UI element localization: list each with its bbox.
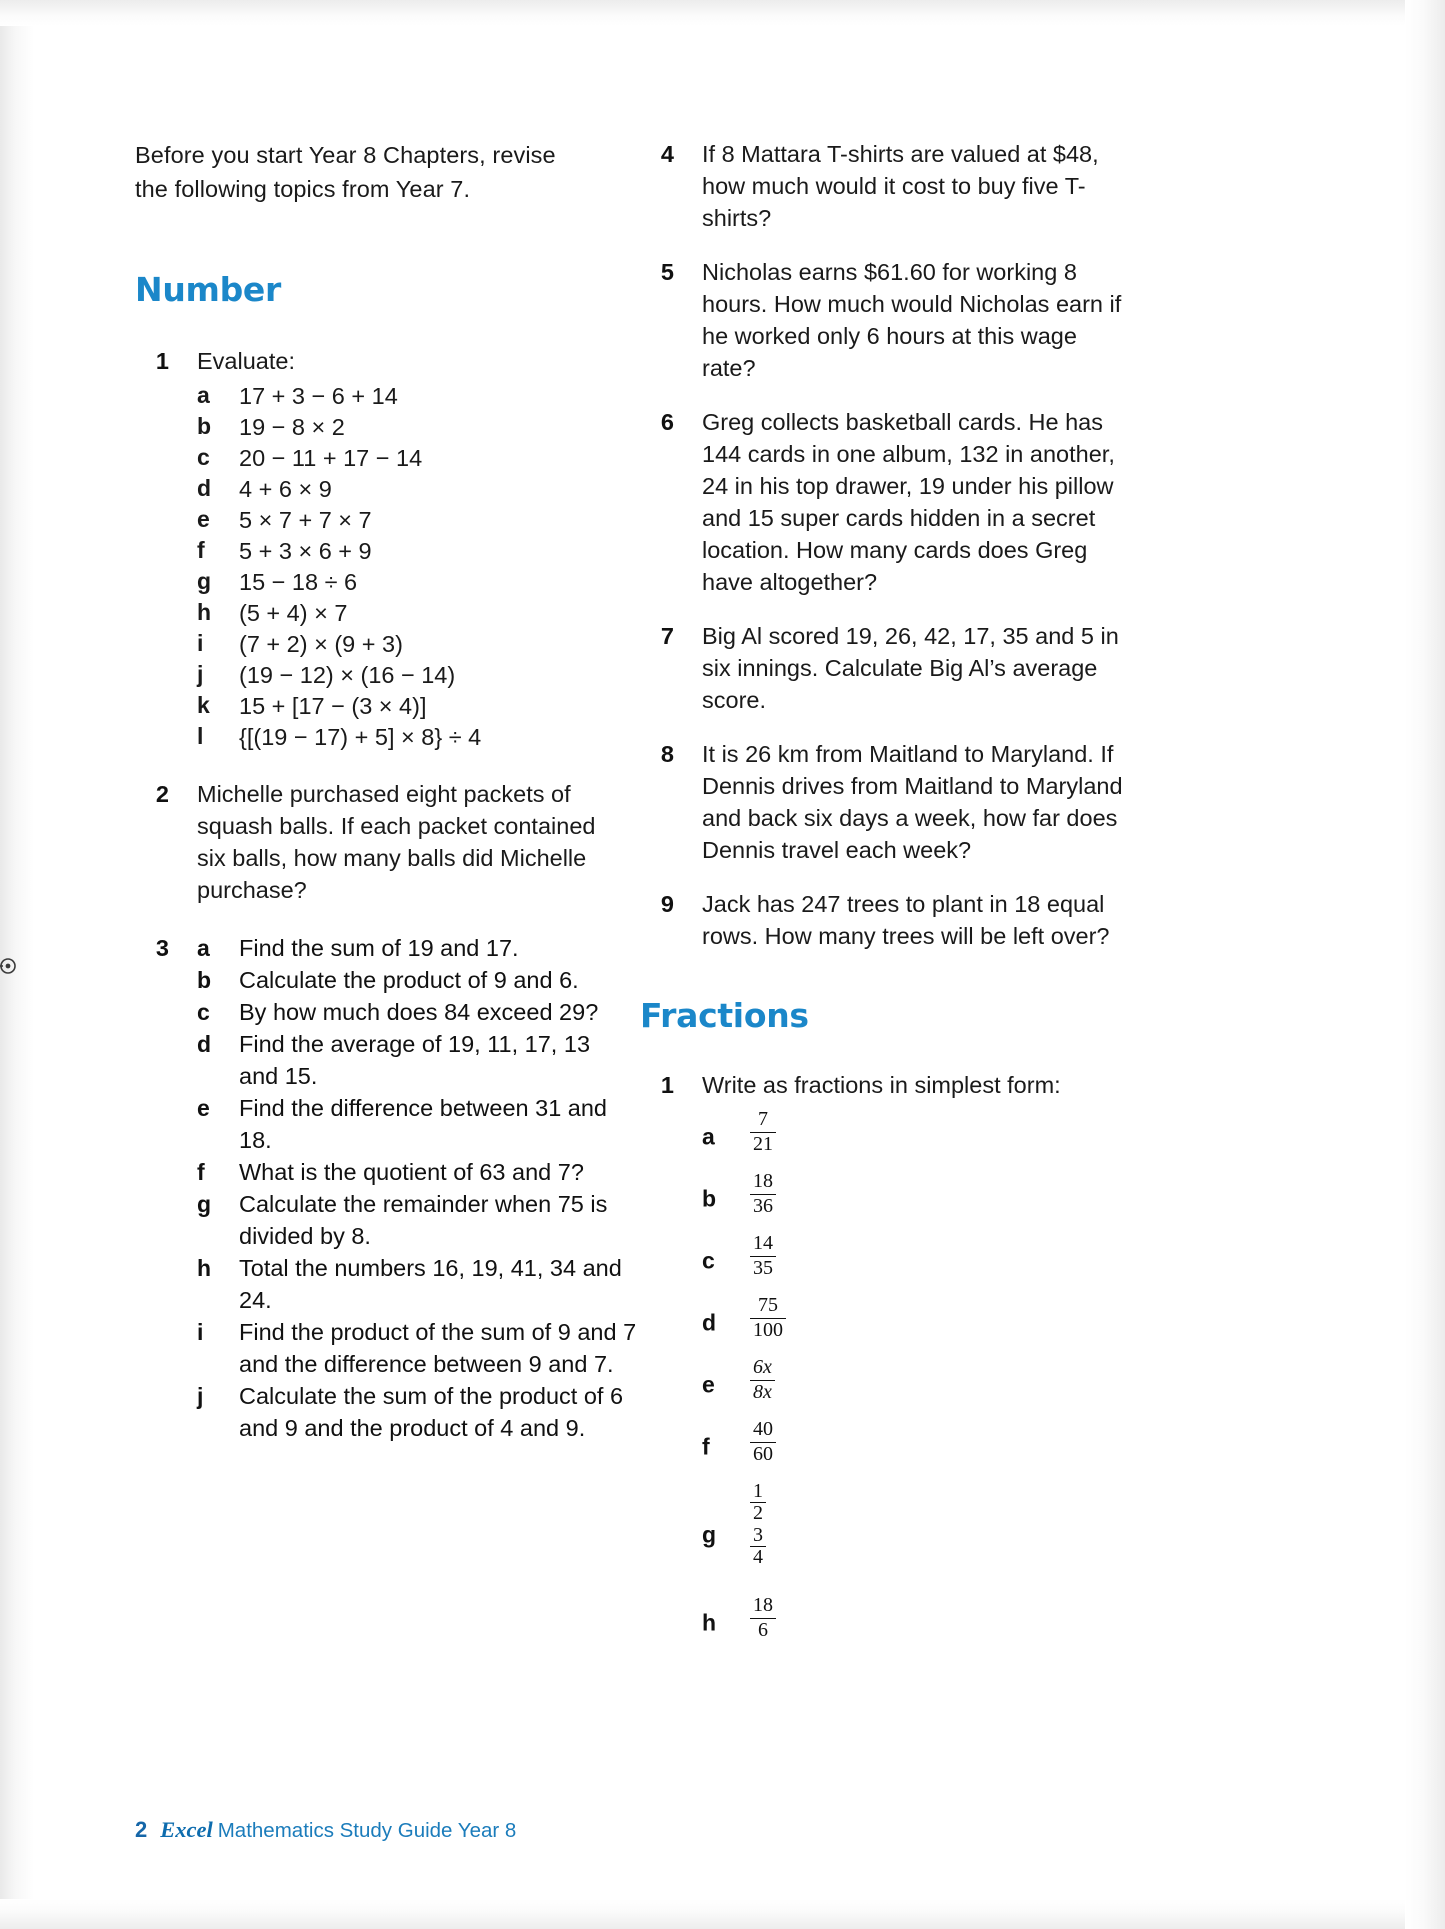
intro-paragraph: Before you start Year 8 Chapters, revise the following topics from Year 7. bbox=[135, 142, 556, 202]
item-letter: b bbox=[702, 1185, 717, 1212]
fraction-denominator: 36 bbox=[750, 1194, 776, 1218]
item-letter: c bbox=[197, 444, 210, 470]
item-letter: e bbox=[702, 1371, 715, 1398]
item-letter: a bbox=[197, 935, 210, 961]
item-expression: 15 + [17 − (3 × 4)] bbox=[239, 693, 427, 719]
fraction-item bbox=[640, 1171, 1140, 1227]
footer-title: Mathematics Study Guide Year 8 bbox=[217, 1819, 517, 1842]
question-body: Michelle purchased eight packets of squash balls. If each packet contained six balls, how many balls did Michelle purchase? bbox=[197, 781, 596, 903]
fraction-denominator: 4 bbox=[750, 1546, 766, 1568]
item-letter: b bbox=[197, 967, 212, 993]
item-letter: d bbox=[197, 475, 212, 501]
question-number: 6 bbox=[660, 409, 674, 435]
item-letter: b bbox=[197, 413, 212, 439]
fraction-numerator: 14 bbox=[753, 1232, 773, 1254]
question-9 bbox=[640, 888, 1140, 952]
item-text: Find the sum of 19 and 17. bbox=[239, 935, 519, 961]
item-text: Total the numbers 16, 19, 41, 34 and 24. bbox=[239, 1255, 622, 1313]
left-column bbox=[135, 138, 637, 1444]
fraction-denominator: 8x bbox=[750, 1380, 775, 1404]
sub-item bbox=[135, 1028, 605, 1092]
fraction-item bbox=[640, 1419, 1140, 1475]
question-2 bbox=[135, 778, 605, 906]
item-letter: i bbox=[197, 630, 204, 656]
question-number: 1 bbox=[660, 1072, 674, 1098]
fraction-numerator: 7 bbox=[758, 1108, 768, 1130]
fraction-value bbox=[750, 1171, 776, 1217]
fraction-numerator: 18 bbox=[753, 1594, 773, 1616]
item-letter: g bbox=[702, 1521, 717, 1548]
fraction-numerator: 3 bbox=[753, 1523, 763, 1546]
fractions-question-1 bbox=[640, 1069, 1140, 1101]
question-6 bbox=[640, 406, 1140, 598]
item-text: Find the average of 19, 11, 17, 13 and 15. bbox=[239, 1031, 591, 1089]
fraction-item bbox=[640, 1233, 1140, 1289]
sub-item bbox=[135, 1252, 622, 1316]
item-expression: 5 × 7 + 7 × 7 bbox=[239, 507, 372, 533]
fraction bbox=[750, 1171, 776, 1217]
section-heading-number: Number bbox=[135, 270, 281, 309]
fraction-denominator: 6 bbox=[750, 1618, 776, 1642]
item-letter: c bbox=[702, 1247, 715, 1274]
expression-row bbox=[197, 535, 597, 566]
fraction bbox=[750, 1525, 766, 1568]
fraction bbox=[750, 1419, 776, 1465]
item-text: Calculate the sum of the product of 6 and 9 and the product of 4 and 9. bbox=[239, 1383, 624, 1441]
item-letter: h bbox=[197, 1255, 212, 1281]
question-number: 5 bbox=[660, 259, 674, 285]
page-edge-shading-top bbox=[0, 0, 1445, 26]
question-body: Nicholas earns $61.60 for working 8 hours. How much would Nicholas earn if he worked only 6 hours at this wage rate? bbox=[702, 259, 1122, 381]
sub-item bbox=[135, 1316, 637, 1380]
expression-row bbox=[197, 504, 597, 535]
question-number: 9 bbox=[660, 891, 674, 917]
question-7 bbox=[640, 620, 1140, 716]
fraction-item bbox=[640, 1481, 1140, 1589]
expression-row bbox=[197, 690, 597, 721]
item-letter: h bbox=[702, 1609, 717, 1636]
item-letter: k bbox=[197, 692, 210, 718]
fraction-denominator: 60 bbox=[750, 1442, 776, 1466]
item-letter: f bbox=[197, 1159, 205, 1185]
fraction-value bbox=[750, 1357, 775, 1403]
item-letter: d bbox=[702, 1309, 717, 1336]
question-number: 3 bbox=[155, 935, 169, 961]
question-number: 1 bbox=[155, 348, 169, 374]
expression-row bbox=[197, 380, 597, 411]
fraction-numerator: 6x bbox=[753, 1356, 772, 1378]
item-letter: e bbox=[197, 506, 210, 532]
item-letter: j bbox=[197, 1383, 204, 1409]
question-number: 2 bbox=[155, 781, 169, 807]
item-letter: e bbox=[197, 1095, 210, 1121]
sub-item bbox=[135, 996, 605, 1028]
compound-fraction bbox=[750, 1481, 766, 1569]
fraction bbox=[750, 1595, 776, 1641]
expression-row bbox=[197, 411, 597, 442]
item-letter: f bbox=[702, 1433, 710, 1460]
item-letter: a bbox=[197, 382, 210, 408]
fraction-item bbox=[640, 1295, 1140, 1351]
fraction-value bbox=[750, 1595, 776, 1641]
question-body: Jack has 247 trees to plant in 18 equal rows. How many trees will be left over? bbox=[702, 891, 1110, 949]
sub-item bbox=[135, 1156, 605, 1188]
fraction bbox=[750, 1357, 775, 1403]
item-letter: i bbox=[197, 1319, 204, 1345]
fraction-value bbox=[750, 1233, 776, 1279]
expression-row bbox=[197, 597, 597, 628]
item-letter: c bbox=[197, 999, 210, 1025]
item-expression: 15 − 18 ÷ 6 bbox=[239, 569, 358, 595]
item-expression: 17 + 3 − 6 + 14 bbox=[239, 383, 398, 409]
fraction-numerator: 1 bbox=[753, 1480, 763, 1502]
page-edge-shading-bottom bbox=[0, 1899, 1445, 1929]
question-number: 4 bbox=[660, 141, 674, 167]
fraction-numerator: 40 bbox=[753, 1418, 773, 1440]
fraction-denominator: 100 bbox=[750, 1318, 786, 1342]
fraction-item bbox=[640, 1595, 1140, 1651]
item-text: Calculate the remainder when 75 is divided by 8. bbox=[239, 1191, 608, 1249]
item-expression: (5 + 4) × 7 bbox=[239, 600, 348, 626]
fraction bbox=[750, 1233, 776, 1279]
sub-item bbox=[135, 1380, 624, 1444]
item-expression: (7 + 2) × (9 + 3) bbox=[239, 631, 403, 657]
fraction-value bbox=[750, 1295, 786, 1341]
item-letter: f bbox=[197, 537, 205, 563]
item-letter: d bbox=[197, 1031, 212, 1057]
expression-row bbox=[197, 442, 597, 473]
question-number: 7 bbox=[660, 623, 674, 649]
fraction bbox=[750, 1109, 776, 1155]
page-footer bbox=[135, 1817, 516, 1843]
question-prompt: Evaluate: bbox=[197, 348, 295, 374]
section-heading-fractions: Fractions bbox=[640, 996, 809, 1035]
sub-item bbox=[135, 1092, 608, 1156]
question-body: Big Al scored 19, 26, 42, 17, 35 and 5 in six innings. Calculate Big Al’s average score. bbox=[702, 623, 1119, 713]
item-letter: a bbox=[702, 1123, 715, 1150]
fraction-numerator: 75 bbox=[758, 1294, 778, 1316]
fraction-value bbox=[750, 1481, 766, 1569]
sub-item bbox=[135, 964, 605, 996]
item-expression: 5 + 3 × 6 + 9 bbox=[239, 538, 372, 564]
binding-hole-icon bbox=[0, 955, 22, 977]
fraction-item bbox=[640, 1109, 1140, 1165]
question-body: It is 26 km from Maitland to Maryland. If Dennis drives from Maitland to Maryland and back six days a week, how far does Dennis travel each week? bbox=[702, 741, 1123, 863]
question-body: Greg collects basketball cards. He has 144 cards in one album, 132 in another, 24 in his top drawer, 19 under his pillow and 15 super cards hidden in a secret location. How many cards does Greg have altogether? bbox=[702, 409, 1115, 595]
fraction-item bbox=[640, 1357, 1140, 1413]
question-number: 8 bbox=[660, 741, 674, 767]
fraction bbox=[750, 1295, 786, 1341]
fraction-list bbox=[640, 1109, 1140, 1651]
fraction-denominator: 2 bbox=[750, 1502, 766, 1524]
question-prompt: Write as fractions in simplest form: bbox=[702, 1072, 1061, 1098]
expression-row bbox=[197, 721, 597, 752]
item-expression: 4 + 6 × 9 bbox=[239, 476, 332, 502]
item-expression: {[(19 − 17) + 5] × 8} ÷ 4 bbox=[239, 724, 482, 750]
item-letter: g bbox=[197, 568, 212, 594]
question-8 bbox=[640, 738, 1140, 866]
compound-fraction-bottom bbox=[750, 1525, 766, 1569]
item-text: Find the difference between 31 and 18. bbox=[239, 1095, 608, 1153]
item-expression: 20 − 11 + 17 − 14 bbox=[239, 445, 423, 471]
item-text: By how much does 84 exceed 29? bbox=[239, 999, 599, 1025]
fraction-numerator: 18 bbox=[753, 1170, 773, 1192]
item-letter: h bbox=[197, 599, 212, 625]
question-body bbox=[135, 932, 637, 1444]
question-body bbox=[197, 345, 597, 752]
expression-row bbox=[197, 659, 597, 690]
question-3 bbox=[135, 932, 637, 1444]
sub-item bbox=[135, 1188, 608, 1252]
page-edge-shading-right bbox=[1405, 0, 1445, 1929]
question-body: If 8 Mattara T-shirts are valued at $48, how much would it cost to buy five T-shirts? bbox=[702, 141, 1099, 231]
item-expression: 19 − 8 × 2 bbox=[239, 414, 345, 440]
item-expression: (19 − 12) × (16 − 14) bbox=[239, 662, 456, 688]
question-1 bbox=[135, 345, 605, 752]
fraction-value bbox=[750, 1109, 776, 1155]
sub-item bbox=[135, 932, 605, 964]
item-text: What is the quotient of 63 and 7? bbox=[239, 1159, 584, 1185]
expression-row bbox=[197, 473, 597, 504]
item-letter: l bbox=[197, 723, 204, 749]
fraction-denominator: 21 bbox=[750, 1132, 776, 1156]
item-letter: g bbox=[197, 1191, 212, 1217]
expression-row bbox=[197, 628, 597, 659]
right-column bbox=[640, 138, 1140, 1651]
item-letter: j bbox=[197, 661, 204, 687]
expression-row bbox=[197, 566, 597, 597]
item-text: Calculate the product of 9 and 6. bbox=[239, 967, 579, 993]
question-4 bbox=[640, 138, 1140, 234]
compound-fraction-top bbox=[750, 1481, 766, 1525]
fraction-denominator: 35 bbox=[750, 1256, 776, 1280]
item-text: Find the product of the sum of 9 and 7 and the difference between 9 and 7. bbox=[239, 1319, 637, 1377]
question-5 bbox=[640, 256, 1140, 384]
fraction-value bbox=[750, 1419, 776, 1465]
fraction bbox=[750, 1481, 766, 1524]
footer-brand: Excel bbox=[160, 1817, 213, 1842]
footer-page-number: 2 bbox=[135, 1817, 148, 1842]
